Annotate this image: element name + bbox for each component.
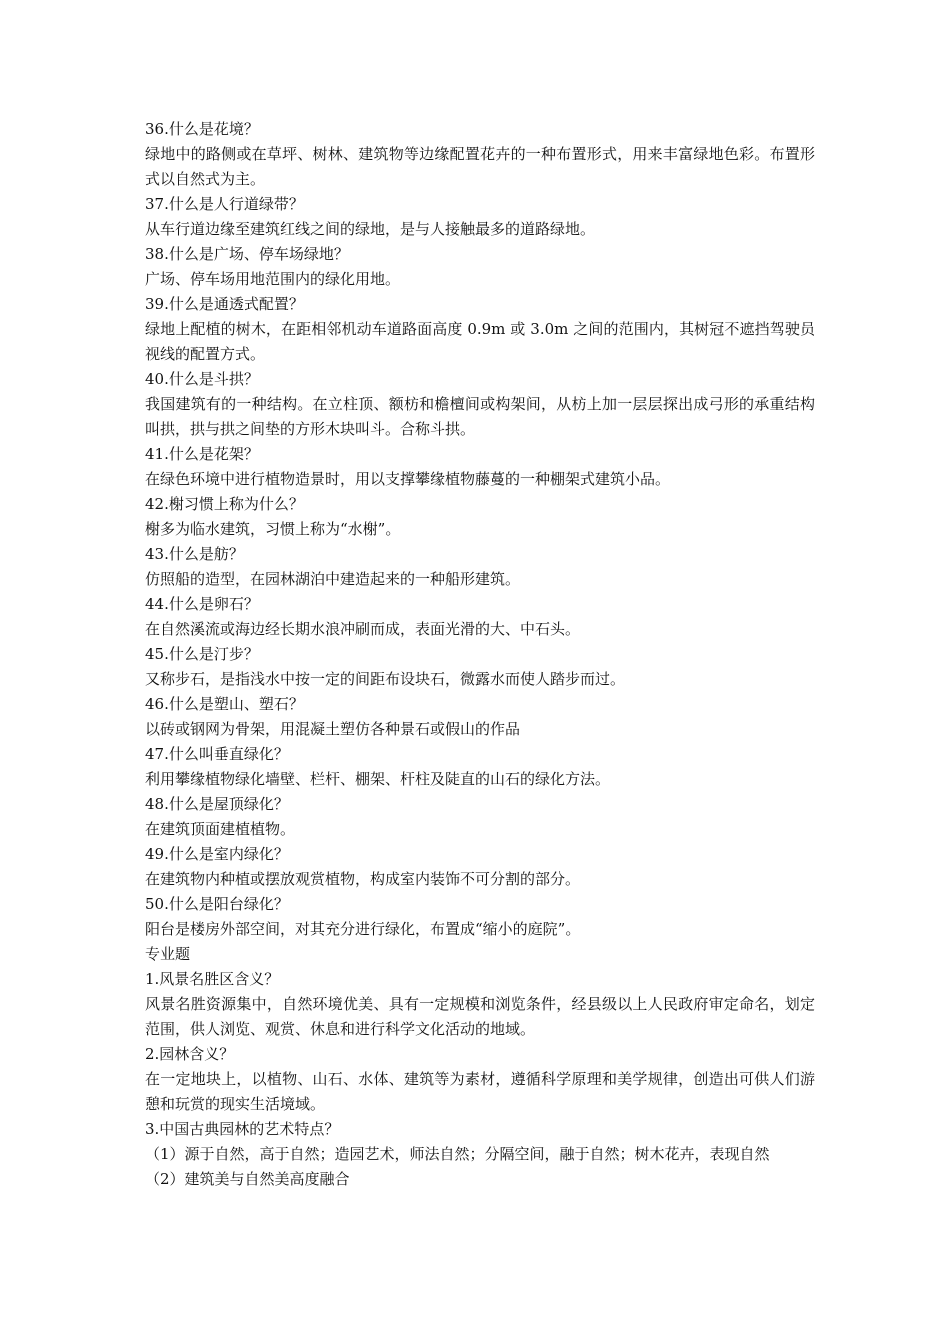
question: 40.什么是斗拱？ — [145, 370, 259, 388]
answer: 绿地上配植的树木，在距相邻机动车道路面高度 0.9m 或 3.0m 之间的范围内，其树冠不遮挡驾驶员视线的配置方式。 — [145, 320, 815, 363]
answer: 我国建筑有的一种结构。在立柱顶、额枋和檐檀间或构架间，从枋上加一层层探出成弓形的承重结构叫拱，拱与拱之间垫的方形木块叫斗。合称斗拱。 — [145, 395, 815, 438]
answer-point: （1）源于自然，高于自然；造园艺术，师法自然；分隔空间，融于自然；树木花卉，表现自然 — [145, 1145, 770, 1163]
answer: 在自然溪流或海边经长期水浪冲刷而成，表面光滑的大、中石头。 — [145, 620, 581, 638]
question: 1.风景名胜区含义？ — [145, 970, 280, 988]
question: 43.什么是舫？ — [145, 545, 244, 563]
question: 37.什么是人行道绿带？ — [145, 195, 304, 213]
answer: 榭多为临水建筑，习惯上称为“水榭”。 — [145, 520, 401, 538]
question: 49.什么是室内绿化？ — [145, 845, 289, 863]
answer: 以砖或钢网为骨架，用混凝土塑仿各种景石或假山的作品 — [145, 720, 521, 738]
question: 46.什么是塑山、塑石？ — [145, 695, 304, 713]
answer: 在绿色环境中进行植物造景时，用以支撑攀缘植物藤蔓的一种棚架式建筑小品。 — [145, 470, 671, 488]
question: 45.什么是汀步？ — [145, 645, 259, 663]
answer-point: （2）建筑美与自然美高度融合 — [145, 1170, 350, 1188]
answer: 又称步石，是指浅水中按一定的间距布设块石，微露水而使人踏步而过。 — [145, 670, 626, 688]
answer: 仿照船的造型，在园林湖泊中建造起来的一种船形建筑。 — [145, 570, 521, 588]
answer: 广场、停车场用地范围内的绿化用地。 — [145, 270, 401, 288]
question: 42.榭习惯上称为什么？ — [145, 495, 304, 513]
answer: 在建筑顶面建植植物。 — [145, 820, 296, 838]
question: 2.园林含义？ — [145, 1045, 235, 1063]
question: 3.中国古典园林的艺术特点？ — [145, 1120, 340, 1138]
question: 41.什么是花架？ — [145, 445, 259, 463]
question: 39.什么是通透式配置？ — [145, 295, 304, 313]
answer: 在一定地块上，以植物、山石、水体、建筑等为素材，遵循科学原理和美学规律，创造出可供人们游憩和玩赏的现实生活境域。 — [145, 1070, 815, 1113]
answer: 利用攀缘植物绿化墙壁、栏杆、棚架、杆柱及陡直的山石的绿化方法。 — [145, 770, 611, 788]
question: 47.什么叫垂直绿化？ — [145, 745, 289, 763]
question: 50.什么是阳台绿化？ — [145, 895, 289, 913]
section-title: 专业题 — [145, 945, 191, 963]
answer: 阳台是楼房外部空间，对其充分进行绿化，布置成“缩小的庭院”。 — [145, 920, 581, 938]
question: 36.什么是花境？ — [145, 120, 259, 138]
answer: 从车行道边缘至建筑红线之间的绿地，是与人接触最多的道路绿地。 — [145, 220, 596, 238]
answer: 绿地中的路侧或在草坪、树林、建筑物等边缘配置花卉的一种布置形式，用来丰富绿地色彩。布置形式以自然式为主。 — [145, 145, 815, 188]
document-page — [145, 117, 815, 1192]
question: 48.什么是屋顶绿化？ — [145, 795, 289, 813]
answer: 风景名胜资源集中，自然环境优美、具有一定规模和浏览条件，经县级以上人民政府审定命名，划定范围，供人浏览、观赏、休息和进行科学文化活动的地域。 — [145, 995, 815, 1038]
question: 38.什么是广场、停车场绿地？ — [145, 245, 349, 263]
question: 44.什么是卵石？ — [145, 595, 259, 613]
answer: 在建筑物内种植或摆放观赏植物，构成室内装饰不可分割的部分。 — [145, 870, 581, 888]
